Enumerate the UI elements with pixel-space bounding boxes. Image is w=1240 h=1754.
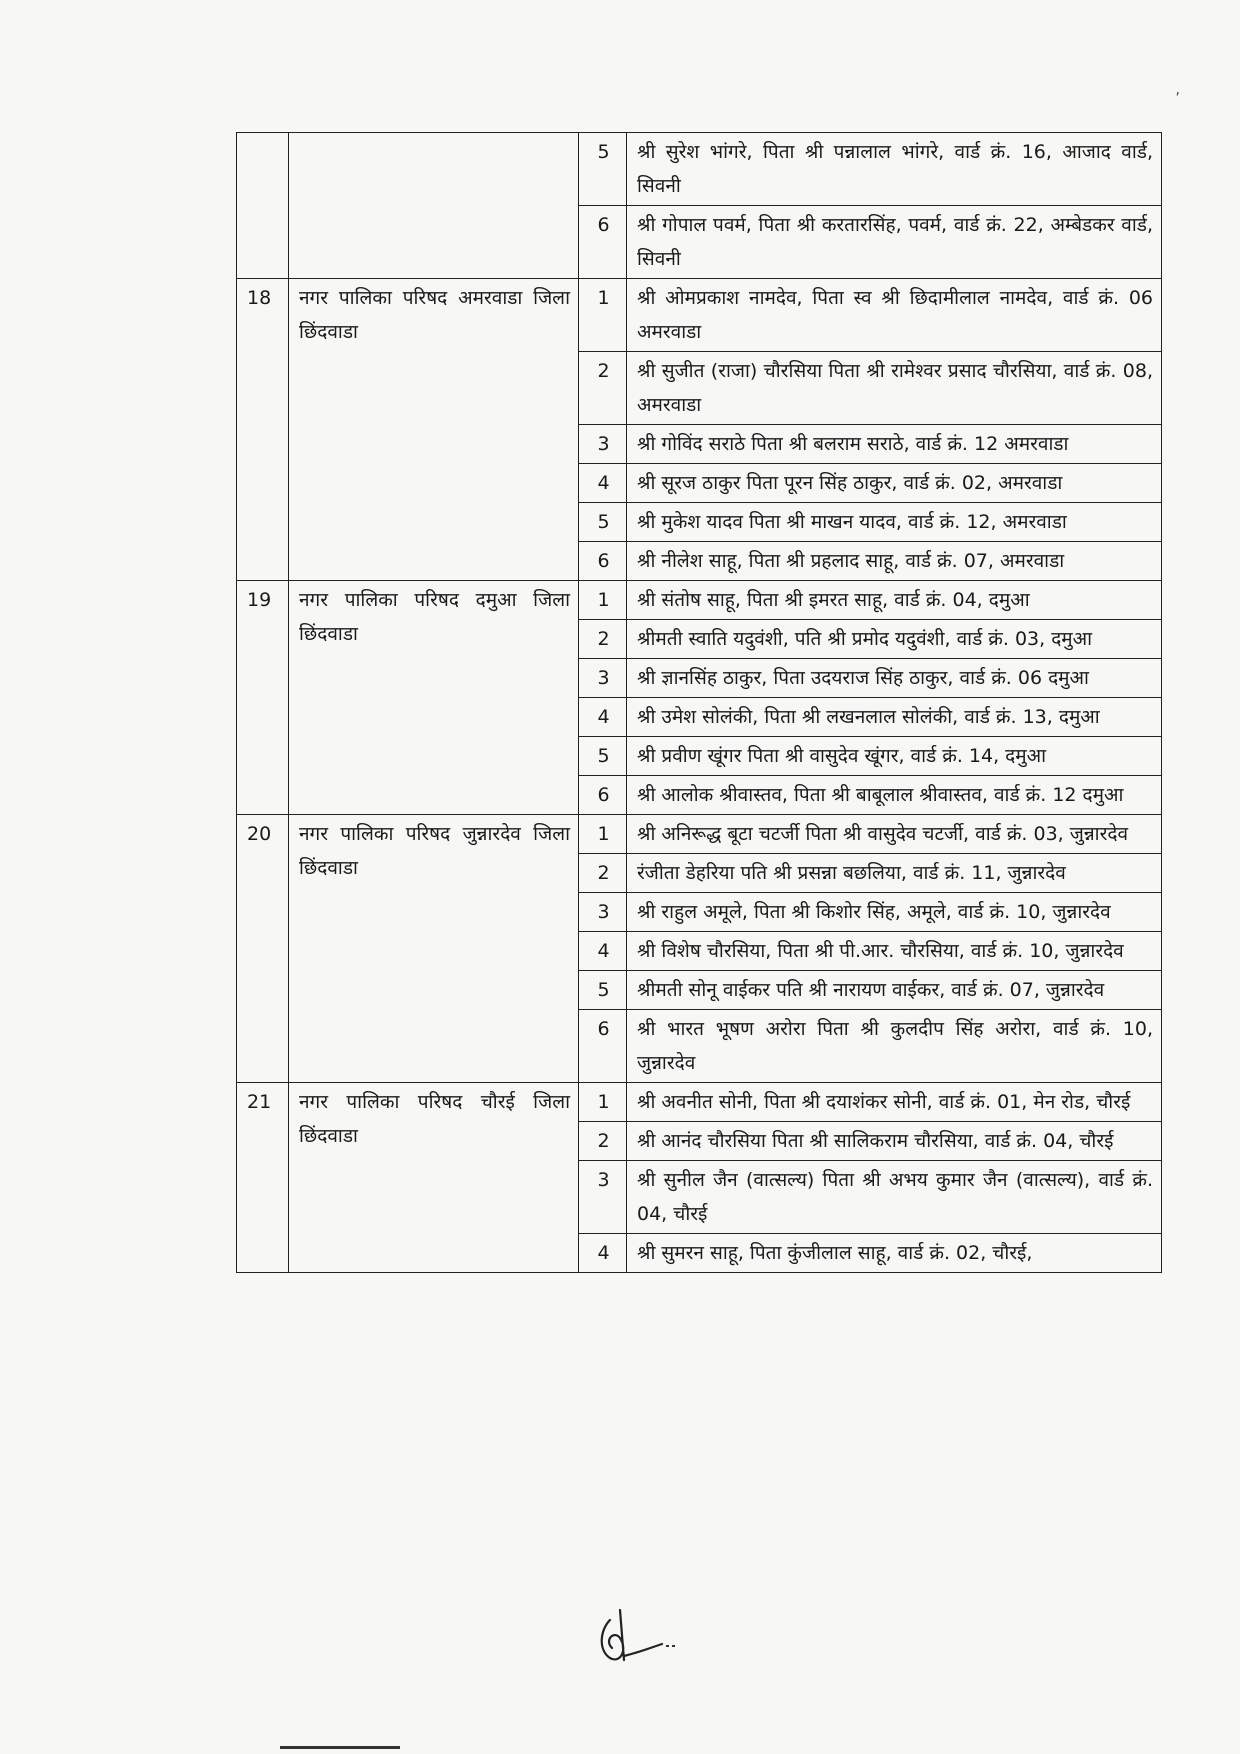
member-entry: श्री संतोष साहू, पिता श्री इमरत साहू, वार्ड क्रं. 04, दमुआ bbox=[627, 581, 1162, 620]
member-entry: श्री नीलेश साहू, पिता श्री प्रहलाद साहू, वार्ड क्रं. 07, अमरवाडा bbox=[627, 542, 1162, 581]
member-entry: श्रीमती सोनू वाईकर पति श्री नारायण वाईकर, वार्ड क्रं. 07, जुन्नारदेव bbox=[627, 971, 1162, 1010]
municipal-body: नगर पालिका परिषद अमरवाडा जिला छिंदवाडा bbox=[289, 279, 579, 581]
serial-number bbox=[237, 133, 289, 279]
member-index: 1 bbox=[579, 581, 627, 620]
member-entry: रंजीता डेहरिया पति श्री प्रसन्ना बछलिया, वार्ड क्रं. 11, जुन्नारदेव bbox=[627, 854, 1162, 893]
member-entry: श्रीमती स्वाति यदुवंशी, पति श्री प्रमोद यदुवंशी, वार्ड क्रं. 03, दमुआ bbox=[627, 620, 1162, 659]
member-index: 4 bbox=[579, 1234, 627, 1273]
member-entry: श्री अवनीत सोनी, पिता श्री दयाशंकर सोनी, वार्ड क्रं. 01, मेन रोड, चौरई bbox=[627, 1083, 1162, 1122]
member-index: 4 bbox=[579, 932, 627, 971]
table-row bbox=[237, 581, 1162, 620]
municipal-body: नगर पालिका परिषद चौरई जिला छिंदवाडा bbox=[289, 1083, 579, 1273]
member-index: 2 bbox=[579, 854, 627, 893]
member-index: 3 bbox=[579, 1161, 627, 1234]
stray-mark: , bbox=[1175, 82, 1180, 98]
municipal-body: नगर पालिका परिषद दमुआ जिला छिंदवाडा bbox=[289, 581, 579, 815]
member-index: 2 bbox=[579, 352, 627, 425]
member-index: 5 bbox=[579, 737, 627, 776]
member-index: 4 bbox=[579, 698, 627, 737]
member-entry: श्री आलोक श्रीवास्तव, पिता श्री बाबूलाल श्रीवास्तव, वार्ड क्रं. 12 दमुआ bbox=[627, 776, 1162, 815]
member-entry: श्री अनिरूद्ध बूटा चटर्जी पिता श्री वासुदेव चटर्जी, वार्ड क्रं. 03, जुन्नारदेव bbox=[627, 815, 1162, 854]
member-index: 2 bbox=[579, 620, 627, 659]
member-index: 3 bbox=[579, 425, 627, 464]
member-entry: श्री गोपाल पवर्म, पिता श्री करतारसिंह, पवर्म, वार्ड क्रं. 22, अम्बेडकर वार्ड, सिवनी bbox=[627, 206, 1162, 279]
member-index: 4 bbox=[579, 464, 627, 503]
table-row bbox=[237, 279, 1162, 352]
member-index: 1 bbox=[579, 815, 627, 854]
nominee-table bbox=[236, 132, 1162, 1273]
municipal-body bbox=[289, 133, 579, 279]
member-index: 2 bbox=[579, 1122, 627, 1161]
table-row bbox=[237, 133, 1162, 206]
table-row bbox=[237, 1083, 1162, 1122]
member-index: 6 bbox=[579, 776, 627, 815]
member-entry: श्री सुनील जैन (वात्सल्य) पिता श्री अभय कुमार जैन (वात्सल्य), वार्ड क्रं. 04, चौरई bbox=[627, 1161, 1162, 1234]
member-index: 5 bbox=[579, 971, 627, 1010]
member-index: 6 bbox=[579, 206, 627, 279]
serial-number: 18 bbox=[237, 279, 289, 581]
member-index: 5 bbox=[579, 133, 627, 206]
serial-number: 19 bbox=[237, 581, 289, 815]
member-index: 6 bbox=[579, 542, 627, 581]
member-index: 1 bbox=[579, 279, 627, 352]
member-entry: श्री ज्ञानसिंह ठाकुर, पिता उदयराज सिंह ठाकुर, वार्ड क्रं. 06 दमुआ bbox=[627, 659, 1162, 698]
member-entry: श्री भारत भूषण अरोरा पिता श्री कुलदीप सिंह अरोरा, वार्ड क्रं. 10, जुन्नारदेव bbox=[627, 1010, 1162, 1083]
municipal-body: नगर पालिका परिषद जुन्नारदेव जिला छिंदवाडा bbox=[289, 815, 579, 1083]
signature bbox=[580, 1600, 700, 1680]
member-entry: श्री गोविंद सराठे पिता श्री बलराम सराठे, वार्ड क्रं. 12 अमरवाडा bbox=[627, 425, 1162, 464]
member-entry: श्री ओमप्रकाश नामदेव, पिता स्व श्री छिदामीलाल नामदेव, वार्ड क्रं. 06 अमरवाडा bbox=[627, 279, 1162, 352]
member-entry: श्री सुजीत (राजा) चौरसिया पिता श्री रामेश्वर प्रसाद चौरसिया, वार्ड क्रं. 08, अमरवाडा bbox=[627, 352, 1162, 425]
member-index: 3 bbox=[579, 659, 627, 698]
member-entry: श्री विशेष चौरसिया, पिता श्री पी.आर. चौरसिया, वार्ड क्रं. 10, जुन्नारदेव bbox=[627, 932, 1162, 971]
page-edge-mark bbox=[280, 1746, 400, 1749]
member-entry: श्री राहुल अमूले, पिता श्री किशोर सिंह, अमूले, वार्ड क्रं. 10, जुन्नारदेव bbox=[627, 893, 1162, 932]
member-index: 5 bbox=[579, 503, 627, 542]
member-index: 6 bbox=[579, 1010, 627, 1083]
member-entry: श्री मुकेश यादव पिता श्री माखन यादव, वार्ड क्रं. 12, अमरवाडा bbox=[627, 503, 1162, 542]
member-entry: श्री सुरेश भांगरे, पिता श्री पन्नालाल भांगरे, वार्ड क्रं. 16, आजाद वार्ड, सिवनी bbox=[627, 133, 1162, 206]
member-index: 1 bbox=[579, 1083, 627, 1122]
member-entry: श्री उमेश सोलंकी, पिता श्री लखनलाल सोलंकी, वार्ड क्रं. 13, दमुआ bbox=[627, 698, 1162, 737]
member-entry: श्री सुमरन साहू, पिता कुंजीलाल साहू, वार्ड क्रं. 02, चौरई, bbox=[627, 1234, 1162, 1273]
member-entry: श्री आनंद चौरसिया पिता श्री सालिकराम चौरसिया, वार्ड क्रं. 04, चौरई bbox=[627, 1122, 1162, 1161]
nominee-table-body bbox=[237, 133, 1162, 1273]
serial-number: 20 bbox=[237, 815, 289, 1083]
member-entry: श्री प्रवीण खूंगर पिता श्री वासुदेव खूंगर, वार्ड क्रं. 14, दमुआ bbox=[627, 737, 1162, 776]
member-index: 3 bbox=[579, 893, 627, 932]
serial-number: 21 bbox=[237, 1083, 289, 1273]
member-entry: श्री सूरज ठाकुर पिता पूरन सिंह ठाकुर, वार्ड क्रं. 02, अमरवाडा bbox=[627, 464, 1162, 503]
table-row bbox=[237, 815, 1162, 854]
